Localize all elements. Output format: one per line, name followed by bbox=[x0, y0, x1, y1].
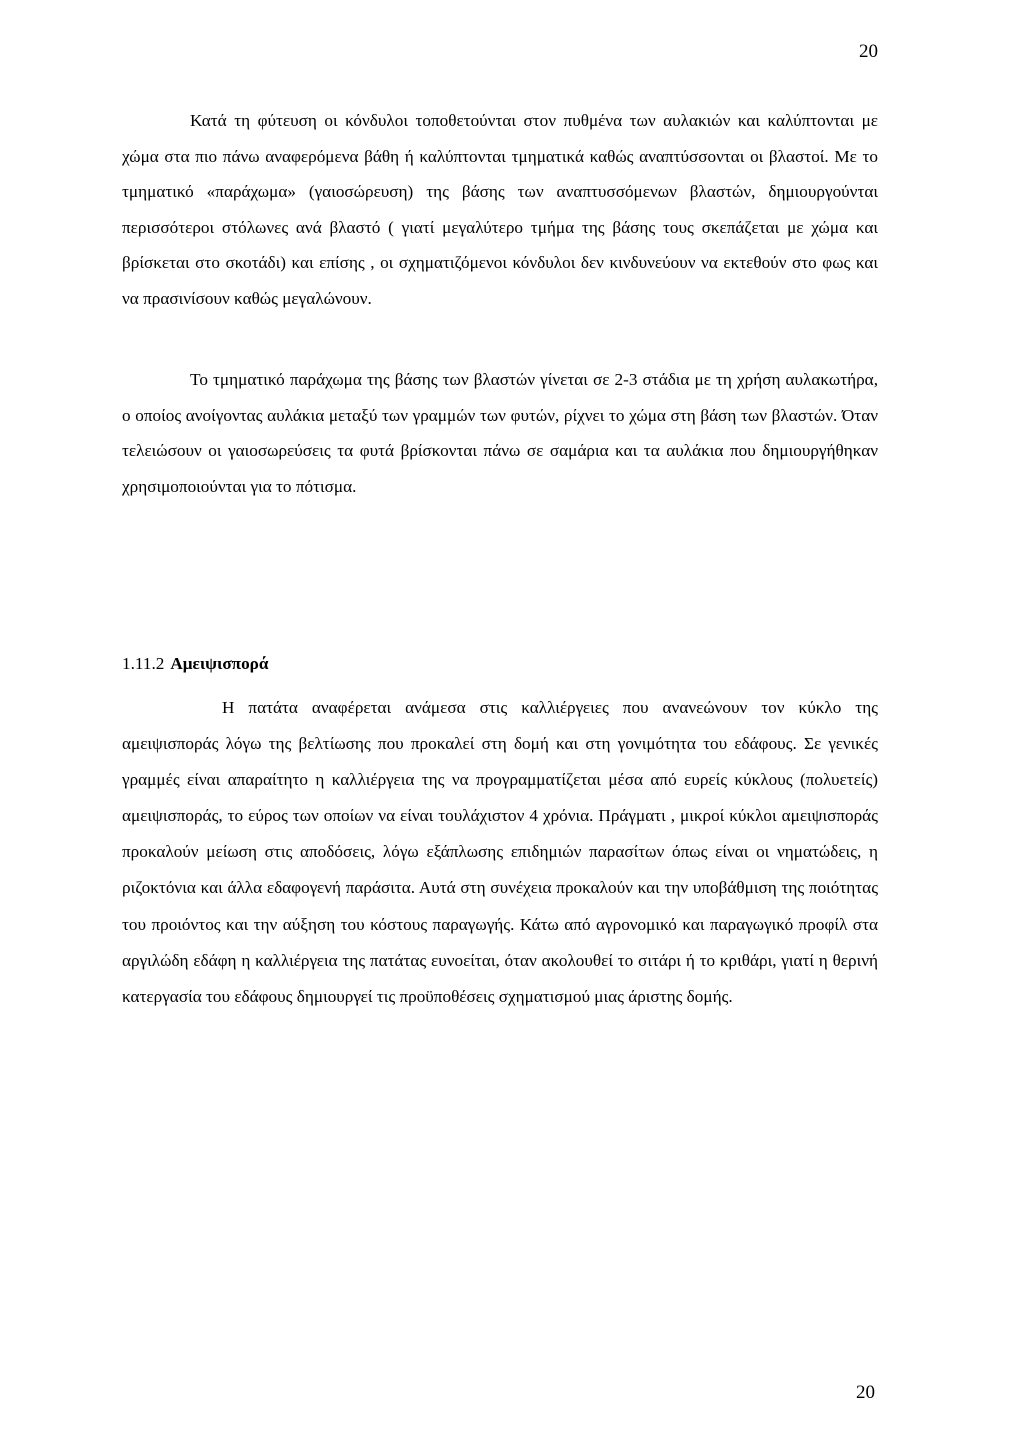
section-heading bbox=[122, 652, 268, 676]
body-paragraph-1: Κατά τη φύτευση οι κόνδυλοι τοποθετούνται στον πυθμένα των αυλακιών και καλύπτονται με χώμα στα πιο πάνω αναφερόμενα βάθη ή καλύπτονται τμηματικά καθώς αναπτύσσονται οι βλαστοί. Με το τμηματικό «παράχωμα» (γαιοσώρευση) της βάσης των αναπτυσσόμενων βλαστών, δημιουργούνται περισσότεροι στόλωνες ανά βλαστό ( γιατί μεγαλύτερο τμήμα της βάσης τους σκεπάζεται με χώμα και βρίσκεται στο σκοτάδι) και επίσης , οι σχηματιζόμενοι κόνδυλοι δεν κινδυνεύουν να εκτεθούν στο φως και να πρασινίσουν καθώς μεγαλώνουν. bbox=[122, 111, 878, 308]
section-title: Αμειψισπορά bbox=[170, 654, 269, 673]
body-paragraph-3: Η πατάτα αναφέρεται ανάμεσα στις καλλιέργειες που ανανεώνουν τον κύκλο της αμειψισποράς λόγω της βελτίωσης που προκαλεί στη δομή και στη γονιμότητα του εδάφους. Σε γενικές γραμμές είναι απαραίτητο η καλλιέργεια της να προγραμματίζεται μέσα από ευρείς κύκλους (πολυετείς) αμειψισποράς, το εύρος των οποίων να είναι τουλάχιστον 4 χρόνια. Πράγματι , μικροί κύκλοι αμειψισποράς προκαλούν μείωση στις αποδόσεις, λόγω εξάπλωσης επιδημιών παρασίτων όπως είναι οι νηματώδεις, η ριζοκτόνια και άλλα εδαφογενή παράσιτα. Αυτά στη συνέχεια προκαλούν και την υποβάθμιση της ποιότητας του προιόντος και την αύξηση του κόστους παραγωγής. Κάτω από αγρονομικό και παραγωγικό προφίλ στα αργιλώδη εδάφη η καλλιέργεια της πατάτας ευνοείται, όταν ακολουθεί το σιτάρι ή το κριθάρι, γιατί η θερινή κατεργασία του εδάφους δημιουργεί τις προϋποθέσεις σχηματισμού μιας άριστης δομής. bbox=[122, 698, 878, 1006]
section-number: 1.11.2 bbox=[122, 654, 165, 673]
page-number-top: 20 bbox=[859, 41, 878, 62]
body-paragraph-2: Το τμηματικό παράχωμα της βάσης των βλαστών γίνεται σε 2-3 στάδια με τη χρήση αυλακωτήρα, ο οποίος ανοίγοντας αυλάκια μεταξύ των γραμμών των φυτών, ρίχνει το χώμα στη βάση των βλαστών. Όταν τελειώσουν οι γαιοσωρεύσεις τα φυτά βρίσκονται πάνω σε σαμάρια και τα αυλάκια που δημιουργήθηκαν χρησιμοποιούνται για το πότισμα. bbox=[122, 370, 878, 496]
page-number-bottom: 20 bbox=[856, 1382, 875, 1403]
